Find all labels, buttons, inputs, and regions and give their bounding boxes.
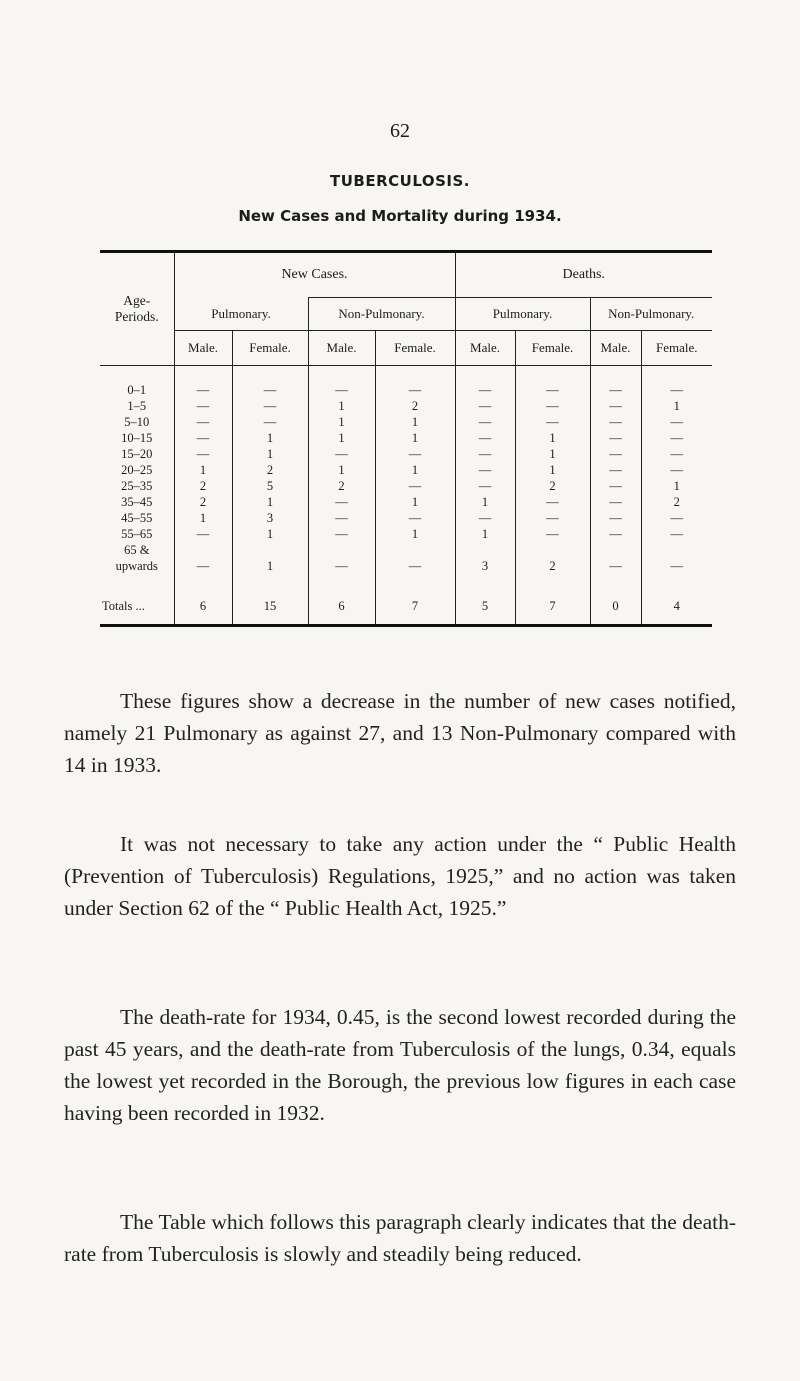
total-cell: 0 [590,598,641,626]
table-cell: 1 [232,446,308,462]
table-cell: 1 [308,430,375,446]
table-row [100,478,712,494]
table-cell: — [174,542,232,574]
table-cell: 1 [515,462,590,478]
table-cell: 1 [308,462,375,478]
table-cell: 1 [641,398,712,414]
table-row [100,542,712,574]
page-number: 62 [390,120,410,142]
table-cell: — [455,510,515,526]
table-cell: — [174,526,232,542]
paragraph-death-rate [64,1001,736,1129]
sex-header: Female. [232,331,308,366]
table-cell: — [641,542,712,574]
age-period-cell: 45–55 [121,511,153,525]
table-cell: 1 [375,462,455,478]
table-cell: — [455,382,515,398]
sub-header: Non-Pulmonary. [308,298,455,331]
table-row [100,446,712,462]
table-row [100,494,712,510]
table-cell: 3 [232,510,308,526]
page-title: TUBERCULOSIS. [330,172,470,190]
sex-header: Male. [455,331,515,366]
table-cell: — [375,382,455,398]
table-cell: — [174,414,232,430]
table-cell: — [590,510,641,526]
table-cell: — [641,430,712,446]
age-period-cell: 10–15 [121,431,153,445]
sub-header: Non-Pulmonary. [590,298,712,331]
sub-header: Pulmonary. [174,298,308,331]
sex-header: Female. [641,331,712,366]
table-cell: — [174,430,232,446]
table-cell: 1 [308,414,375,430]
table-row [100,526,712,542]
deaths-header: Deaths. [455,252,712,298]
table-cell: — [455,430,515,446]
table-cell: — [308,382,375,398]
table-cell: 1 [232,430,308,446]
new-cases-header: New Cases. [174,252,455,298]
paragraph-text: These figures show a decrease in the number of new cases notified, namely 21 Pulmonary as against 27, and 13 Non-Pulmonary compared with 14 in 1933. [64,689,736,777]
table-cell: — [590,382,641,398]
table-cell: 2 [375,398,455,414]
table-cell: — [308,494,375,510]
table-row [100,430,712,446]
table-cell: 1 [232,526,308,542]
table-cell: — [455,446,515,462]
table-row [100,510,712,526]
table-cell: — [515,414,590,430]
table-subtitle: New Cases and Mortality during 1934. [238,207,562,225]
totals-label: Totals ... [102,599,145,613]
table-cell: — [232,382,308,398]
total-cell: 6 [308,598,375,626]
table-cell: — [308,526,375,542]
table-cell: — [641,414,712,430]
age-period-cell: 35–45 [121,495,153,509]
paragraph-table-note [64,1206,736,1270]
table-cell: — [174,382,232,398]
table-cell: 1 [174,510,232,526]
table-cell: — [375,446,455,462]
table-cell: — [515,526,590,542]
table-cell: — [590,478,641,494]
table-cell: — [641,526,712,542]
age-period-cell: 65 & upwards [115,543,158,573]
tuberculosis-table [100,250,712,627]
totals-row [100,598,712,626]
table-cell: — [641,462,712,478]
age-header-text: Age- Periods. [114,292,159,324]
table-cell: — [232,414,308,430]
table-cell: — [174,398,232,414]
sub-header: Pulmonary. [455,298,590,331]
sex-header: Male. [308,331,375,366]
table-cell: — [455,478,515,494]
table-cell: 1 [455,526,515,542]
table-cell: 5 [232,478,308,494]
total-cell: 5 [455,598,515,626]
table-cell: — [641,446,712,462]
table-cell: — [375,510,455,526]
table-cell: 1 [641,478,712,494]
table-cell: — [515,382,590,398]
table-cell: 3 [455,542,515,574]
table-cell: — [641,382,712,398]
table-cell: — [590,494,641,510]
table-cell: — [590,446,641,462]
sex-header: Female. [375,331,455,366]
table-cell: 1 [515,430,590,446]
table-row [100,382,712,398]
table-row [100,414,712,430]
table-cell: 1 [232,542,308,574]
paragraph-new-cases [64,685,736,781]
total-cell: 15 [232,598,308,626]
table-cell: 1 [232,494,308,510]
table-cell: 1 [375,526,455,542]
age-period-cell: 20–25 [121,463,153,477]
table-cell: 1 [515,446,590,462]
table-cell: 2 [232,462,308,478]
sex-header: Male. [590,331,641,366]
age-periods-header [100,252,174,366]
table-cell: — [308,542,375,574]
table-cell: — [515,398,590,414]
table-cell: — [590,414,641,430]
total-cell: 7 [515,598,590,626]
paragraph-text: The death-rate for 1934, 0.45, is the second lowest recorded during the past 45 years, and the death-rate from Tuberculosis of the lungs, 0.34, equals the lowest yet recorded in the Borough, the previous low figures in each case having been recorded in 1932. [64,1005,736,1125]
sex-header: Male. [174,331,232,366]
total-cell: 4 [641,598,712,626]
paragraph-text: It was not necessary to take any action under the “ Public Health (Prevention of Tuberculosis) Regulations, 1925,” and no action was taken under Section 62 of the “ Public Health Act, 1925.” [64,832,736,920]
table-cell: 2 [308,478,375,494]
paragraph-regulations [64,828,736,924]
table-cell: — [375,542,455,574]
table-cell: 2 [515,542,590,574]
table-row [100,462,712,478]
cases-mortality-table [100,250,712,627]
table-cell: 1 [174,462,232,478]
sex-header: Female. [515,331,590,366]
table-cell: — [308,510,375,526]
table-cell: — [590,462,641,478]
table-cell: — [455,462,515,478]
table-cell: — [590,430,641,446]
table-cell: — [455,414,515,430]
table-cell: 1 [375,430,455,446]
table-cell: — [455,398,515,414]
table-cell: 1 [375,494,455,510]
table-cell: 2 [174,494,232,510]
table-cell: — [515,494,590,510]
paragraph-text: The Table which follows this paragraph clearly indicates that the death-rate from Tuberculosis is slowly and steadily being reduced. [64,1210,736,1266]
table-cell: — [308,446,375,462]
total-cell: 7 [375,598,455,626]
table-cell: 2 [174,478,232,494]
age-period-cell: 55–65 [121,527,153,541]
total-cell: 6 [174,598,232,626]
table-row [100,398,712,414]
table-cell: — [232,398,308,414]
table-cell: 2 [641,494,712,510]
table-cell: — [590,398,641,414]
table-cell: — [641,510,712,526]
age-period-cell: 0–1 [127,383,147,397]
table-cell: 1 [308,398,375,414]
table-cell: — [590,542,641,574]
table-cell: 1 [455,494,515,510]
table-cell: — [174,446,232,462]
age-period-cell: 5–10 [124,415,150,429]
table-cell: 2 [515,478,590,494]
table-cell: 1 [375,414,455,430]
age-period-cell: 15–20 [121,447,153,461]
age-period-cell: 1–5 [127,399,147,413]
age-period-cell: 25–35 [121,479,153,493]
table-cell: — [375,478,455,494]
table-cell: — [590,526,641,542]
table-cell: — [515,510,590,526]
